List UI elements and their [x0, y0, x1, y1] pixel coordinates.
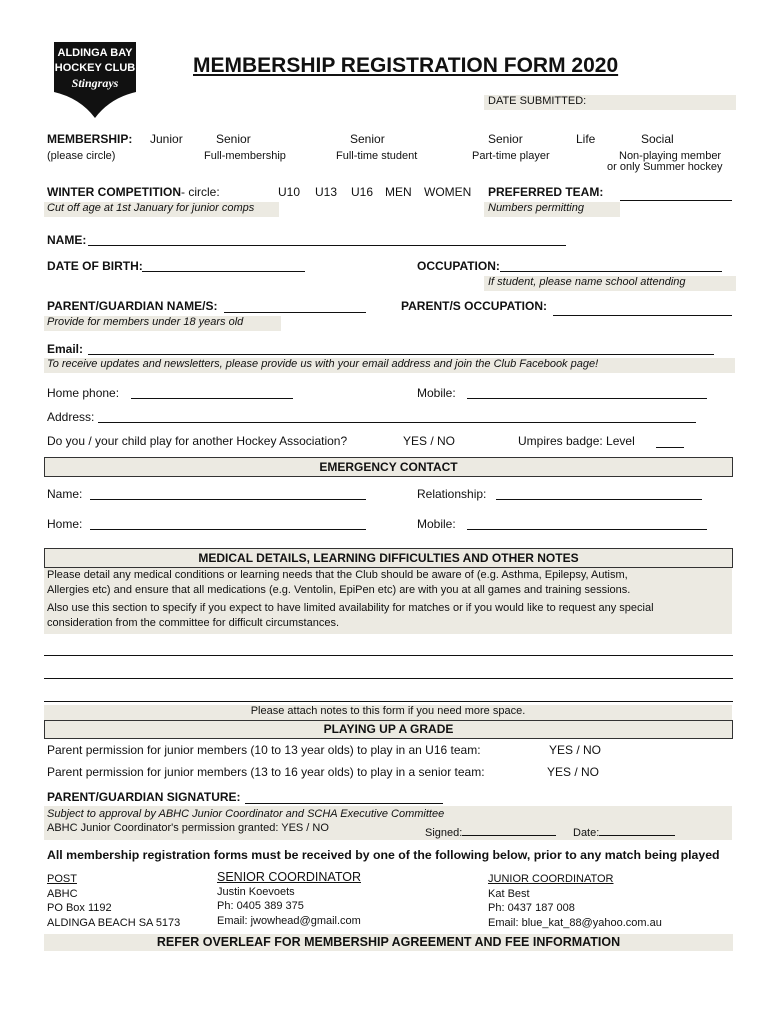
winter-label [47, 185, 220, 199]
emergency-header: EMERGENCY CONTACT [44, 457, 733, 477]
winter-option-u16[interactable]: U16 [351, 185, 374, 199]
emergency-home-label: Home: [47, 517, 83, 531]
contact-senior-l2: Ph: 0405 389 375 [217, 900, 304, 912]
approval-signed-line[interactable] [462, 824, 556, 836]
name-label: NAME: [47, 233, 87, 247]
occupation-line[interactable] [500, 271, 722, 272]
winter-option-men[interactable]: MEN [385, 185, 412, 199]
membership-option-social[interactable]: Social [641, 132, 674, 146]
membership-desc-social-2: or only Summer hockey [607, 161, 723, 173]
membership-option-junior[interactable]: Junior [150, 132, 183, 146]
emergency-relationship-line[interactable] [496, 499, 702, 500]
contact-post [47, 872, 180, 930]
logo-line3: Stingrays [71, 76, 119, 90]
winter-option-women[interactable]: WOMEN [424, 185, 472, 199]
emergency-relationship-label: Relationship: [417, 487, 487, 501]
contact-post-l1: ABHC [47, 887, 78, 900]
form-title: MEMBERSHIP REGISTRATION FORM 2020 [193, 54, 619, 77]
medical-attach-note [44, 705, 732, 720]
club-logo [50, 40, 140, 120]
membership-desc-student: Full-time student [336, 150, 418, 162]
approval-signed-label: Signed: [425, 827, 463, 839]
winter-note: Cut off age at 1st January for junior comps [44, 202, 279, 217]
winter-option-u10[interactable]: U10 [278, 185, 301, 199]
medical-p2a: Also use this section to specify if you expect to have limited availability for matches or if you would like to request any special [47, 602, 654, 614]
emergency-home-line[interactable] [90, 529, 366, 530]
membership-desc-social: Non-playing member [619, 150, 722, 162]
membership-option-senior-student[interactable]: Senior [350, 132, 385, 146]
contact-post-title: POST [47, 873, 77, 885]
membership-option-senior-full[interactable]: Senior [216, 132, 251, 146]
date-submitted[interactable] [484, 95, 736, 110]
home-phone-label: Home phone: [47, 386, 120, 400]
parent-name-line[interactable] [224, 312, 366, 313]
preferred-team-line[interactable] [620, 200, 732, 201]
logo-line2: HOCKEY CLUB [54, 62, 136, 74]
approval-date-line[interactable] [599, 824, 675, 836]
contact-junior-l2: Ph: 0437 187 008 [488, 902, 575, 914]
umpires-badge-label: Umpires badge: Level [518, 434, 635, 448]
membership-label: MEMBERSHIP: [47, 132, 133, 146]
playing-up-line1-yes-no[interactable]: YES / NO [549, 743, 602, 757]
playing-up-line1: Parent permission for junior members (10 to 13 year olds) to play in an U16 team: [47, 743, 481, 757]
medical-p1a: Please detail any medical conditions or learning needs that the Club should be aware of (e.g. Asthma, Epilepsy, Autism, [47, 569, 628, 581]
playing-up-line2-yes-no[interactable]: YES / NO [547, 765, 600, 779]
name-line[interactable] [88, 245, 566, 246]
emergency-mobile-line[interactable] [467, 529, 707, 530]
preferred-team-label: PREFERRED TEAM: [488, 185, 604, 199]
membership-sub: (please circle) [47, 150, 116, 162]
refer-overleaf-text: REFER OVERLEAF FOR MEMBERSHIP AGREEMENT AND FEE INFORMATION [156, 935, 621, 949]
medical-p1b: Allergies etc) and ensure that all medications (e.g. Ventolin, EpiPen etc) are with you at all games and training sessions. [47, 584, 631, 596]
contact-post-l3: ALDINGA BEACH SA 5173 [47, 916, 181, 929]
medical-instructions [44, 568, 732, 634]
home-phone-line[interactable] [131, 398, 293, 399]
address-label: Address: [47, 410, 95, 424]
emergency-mobile-label: Mobile: [417, 517, 456, 531]
dob-label: DATE OF BIRTH: [47, 259, 143, 273]
playing-up-line2: Parent permission for junior members (13 to 16 year olds) to play in a senior team: [47, 765, 485, 779]
umpires-level-line[interactable] [656, 447, 684, 448]
refer-overleaf [44, 934, 733, 951]
medical-header: MEDICAL DETAILS, LEARNING DIFFICULTIES AND OTHER NOTES [44, 548, 733, 568]
other-association-question: Do you / your child play for another Hockey Association? [47, 434, 348, 448]
approval-line1: Subject to approval by ABHC Junior Coordinator and SCHA Executive Committee [47, 808, 445, 820]
signature-label: PARENT/GUARDIAN SIGNATURE: [47, 790, 241, 804]
approval-date[interactable] [573, 824, 675, 839]
preferred-team-note: Numbers permitting [484, 202, 620, 217]
membership-option-life[interactable]: Life [576, 132, 596, 146]
membership-desc-full: Full-membership [204, 150, 286, 162]
occupation-note: If student, please name school attending [484, 276, 736, 291]
mobile-line[interactable] [467, 398, 707, 399]
occupation-label: OCCUPATION: [417, 259, 500, 273]
received-notice: All membership registration forms must be received by one of the following below, prior to any match being played [47, 848, 720, 862]
email-line[interactable] [88, 354, 714, 355]
address-line[interactable] [98, 422, 696, 423]
approval-signed[interactable] [425, 824, 556, 839]
medical-line-2[interactable] [44, 678, 733, 679]
contact-junior-title: JUNIOR COORDINATOR [488, 873, 614, 885]
parent-note: Provide for members under 18 years old [44, 316, 281, 331]
signature-line[interactable] [245, 803, 443, 804]
parent-name-label: PARENT/GUARDIAN NAME/S: [47, 299, 218, 313]
winter-option-u13[interactable]: U13 [315, 185, 338, 199]
dob-line[interactable] [142, 271, 305, 272]
membership-desc-parttime: Part-time player [472, 150, 550, 162]
membership-option-senior-parttime[interactable]: Senior [488, 132, 523, 146]
contact-junior [488, 872, 662, 930]
playing-up-header: PLAYING UP A GRADE [44, 720, 733, 739]
contact-junior-l1: Kat Best [488, 887, 530, 900]
contact-senior-l1: Justin Koevoets [217, 885, 295, 898]
contact-senior-title: SENIOR COORDINATOR [217, 870, 361, 884]
date-submitted-label: DATE SUBMITTED: [488, 95, 587, 107]
contact-junior-l3[interactable]: Email: blue_kat_88@yahoo.com.au [488, 916, 662, 929]
medical-line-1[interactable] [44, 655, 733, 656]
logo-line1: ALDINGA BAY [57, 47, 133, 59]
winter-label-bold: WINTER COMPETITION [47, 185, 181, 199]
medical-p2b: consideration from the committee for difficult circumstances. [47, 617, 340, 629]
email-note: To receive updates and newsletters, please provide us with your email address and join the Club Facebook page! [44, 358, 735, 373]
medical-line-3[interactable] [44, 701, 733, 702]
emergency-name-label: Name: [47, 487, 83, 501]
parent-occupation-line[interactable] [553, 315, 732, 316]
contact-post-l2: PO Box 1192 [47, 902, 112, 914]
winter-label-rest: - circle: [181, 185, 220, 199]
parent-occupation-label: PARENT/S OCCUPATION: [401, 299, 547, 313]
approval-line2[interactable]: ABHC Junior Coordinator's permission granted: YES / NO [47, 822, 329, 834]
medical-attach-text: Please attach notes to this form if you need more space. [250, 705, 526, 717]
approval-date-label: Date: [573, 827, 600, 839]
email-label: Email: [47, 342, 84, 356]
emergency-name-line[interactable] [90, 499, 366, 500]
mobile-label: Mobile: [417, 386, 456, 400]
other-association-yes-no[interactable]: YES / NO [403, 434, 456, 448]
contact-senior [217, 870, 361, 928]
contact-senior-l3[interactable]: Email: jwowhead@gmail.com [217, 914, 361, 927]
